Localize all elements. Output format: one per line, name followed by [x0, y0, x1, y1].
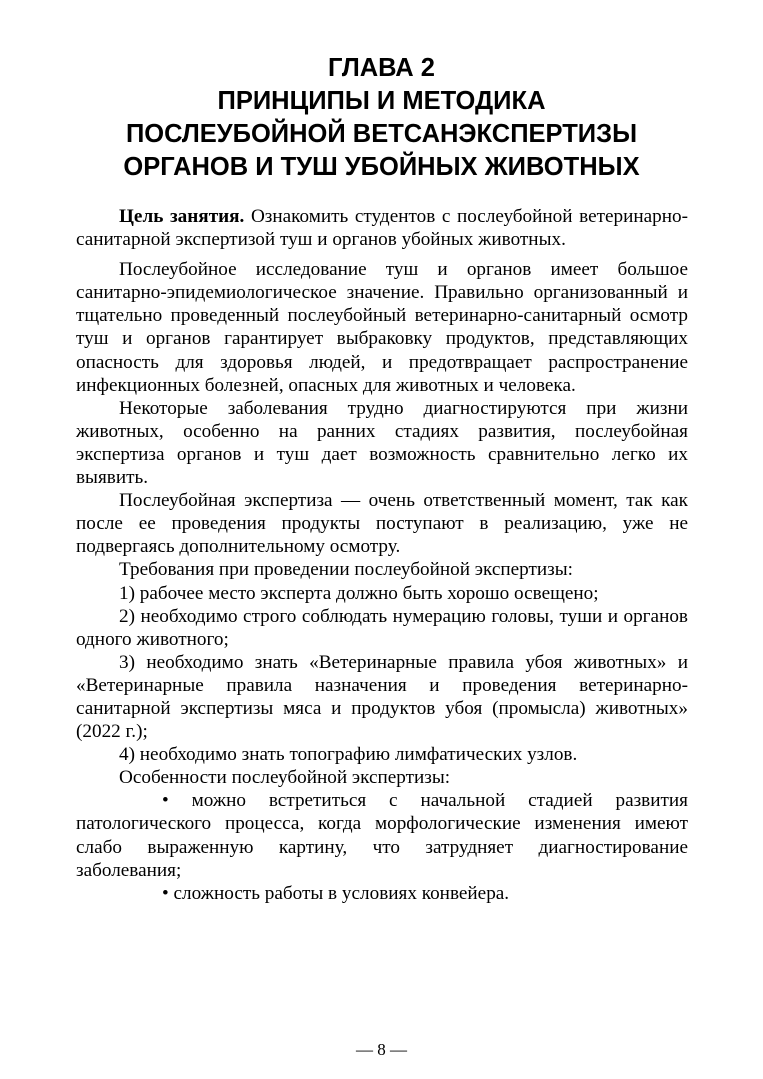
requirement-item: 1) рабочее место эксперта должно быть хорошо освещено;: [119, 582, 599, 604]
chapter-title-line-1: ПРИНЦИПЫ И МЕТОДИКА: [217, 87, 546, 115]
chapter-title-line-2: ПОСЛЕУБОЙНОЙ ВЕТСАНЭКСПЕРТИЗЫ: [125, 120, 638, 148]
requirement-item: 2) необходимо строго соблюдать нумерацию головы, туши и органов одного животного;: [76, 605, 688, 650]
bullet-icon: •: [162, 790, 169, 812]
page-number: — 8 —: [356, 1040, 407, 1059]
features-intro: Особенности послеубойной экспертизы:: [119, 767, 451, 789]
bullet-icon: •: [162, 882, 169, 904]
goal-paragraph: [76, 205, 688, 251]
chapter-number: ГЛАВА 2: [328, 54, 435, 82]
goal-label: Цель занятия.: [119, 206, 245, 227]
requirement-item: 3) необходимо знать «Ветеринарные правила убоя животных» и «Ветеринарные правила назначения и проведения ветеринарно-санитарной экспертизы мяса и продуктов убоя (промысла) животных» (2022 г.);: [76, 651, 688, 743]
requirements-intro: Требования при проведении послеубойной экспертизы:: [119, 559, 573, 581]
paragraph: Послеубойная экспертиза — очень ответственный момент, так как после ее проведения продукты поступают в реализацию, уже не подвергаясь дополнительному осмотру.: [76, 490, 688, 558]
requirement-item: 4) необходимо знать топографию лимфатических узлов.: [119, 744, 578, 766]
feature-text: сложность работы в условиях конвейера.: [168, 882, 510, 904]
chapter-title-line-3: ОРГАНОВ И ТУШ УБОЙНЫХ ЖИВОТНЫХ: [123, 153, 640, 181]
paragraph: Послеубойное исследование туш и органов имеет большое санитарно-эпидемиологическое значение. Правильно организованный и тщательно проведенный послеубойный ветеринарно-санитарный осмотр туш и органов гарантирует выбраковку продуктов, представляющих опасность для здоровья людей, и предотвращает распространение инфекционных болезней, опасных для животных и человека.: [76, 259, 688, 396]
feature-item: [76, 882, 688, 905]
body-text: [76, 205, 688, 905]
feature-text: можно встретиться с начальной стадией развития патологического процесса, когда морфологические изменения имеют слабо выраженную картину, что затрудняет диагностирование заболевания;: [76, 790, 688, 881]
feature-item: [76, 789, 688, 881]
paragraph: Некоторые заболевания трудно диагностируются при жизни животных, особенно на ранних стадиях развития, послеубойная экспертиза органов и туш дает возможность сравнительно легко их выявить.: [76, 397, 688, 489]
chapter-heading: [60, 52, 703, 184]
goal-text: Ознакомить студентов с послеубойной ветеринарно-санитарной экспертизой туш и органов убойных животных.: [76, 206, 688, 251]
